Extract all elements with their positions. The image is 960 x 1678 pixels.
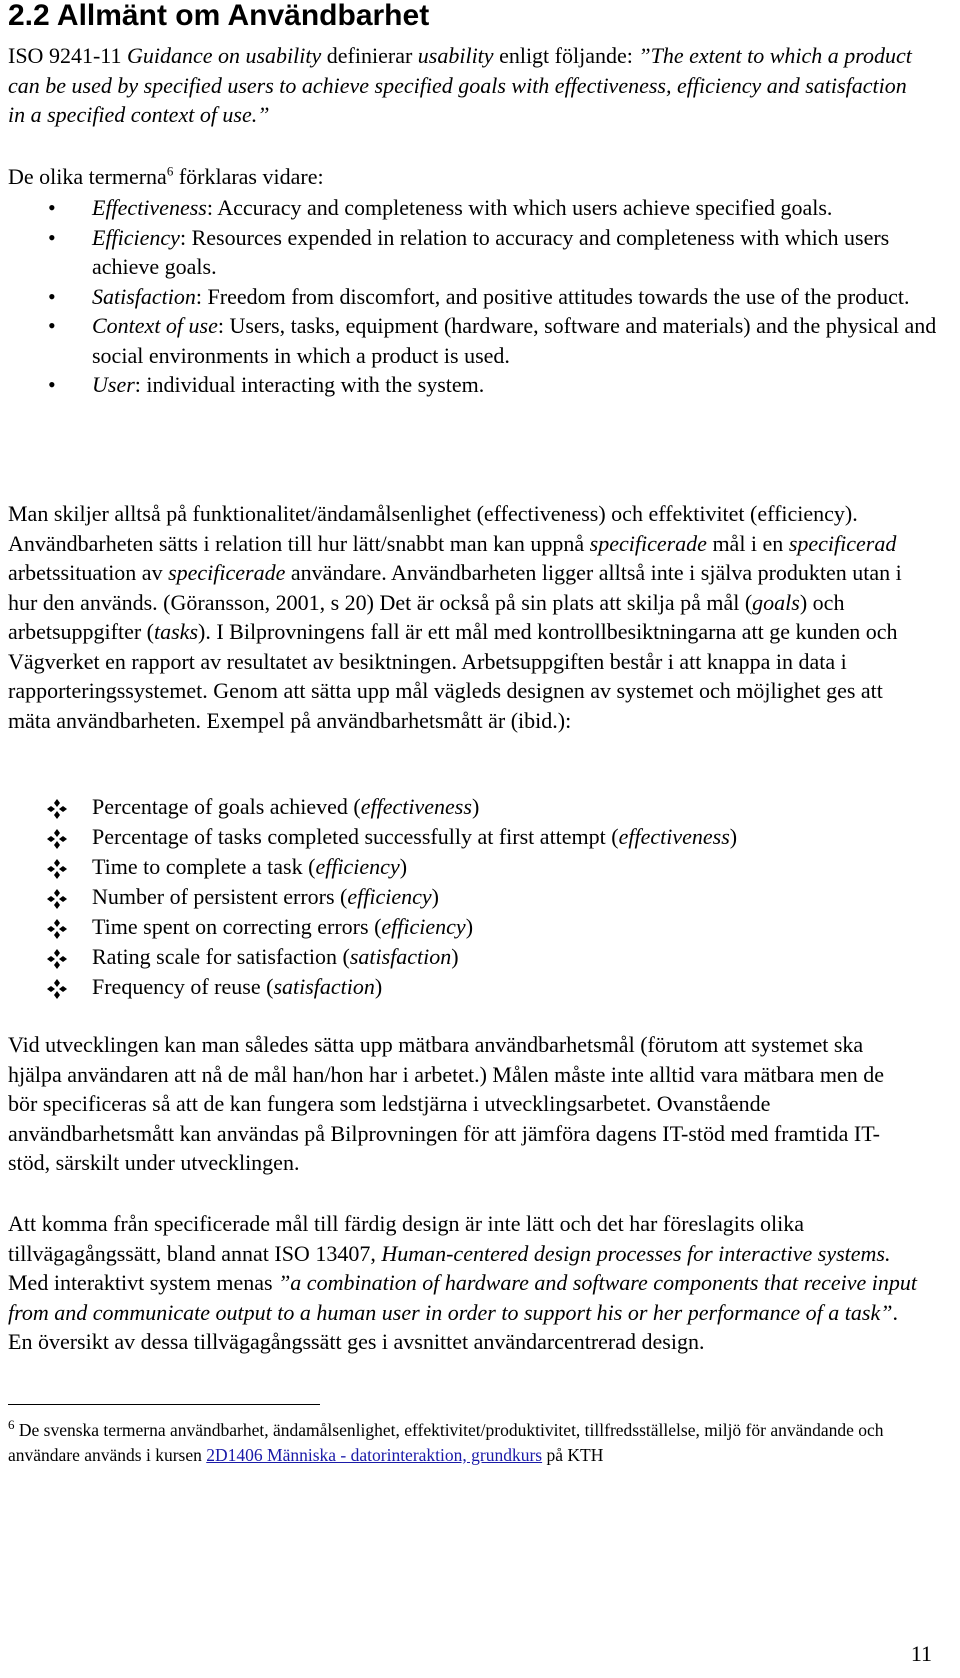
para-italic: Human-centered design processes for interactive systems. bbox=[381, 1240, 891, 1266]
term-item bbox=[0, 282, 938, 312]
term-name: Effectiveness bbox=[92, 195, 207, 220]
terms-intro bbox=[8, 162, 918, 192]
para-italic: specificerad bbox=[788, 530, 897, 556]
measure-text: ) bbox=[431, 884, 439, 909]
intro-quote: ”The extent to which a product can be used by specified users to achieve specified goals with effectiveness, efficiency and satisfaction in a specified context of use.” bbox=[8, 43, 912, 127]
footnote-separator bbox=[8, 1404, 320, 1405]
four-diamond-icon bbox=[46, 918, 68, 940]
term-definition: : individual interacting with the system. bbox=[134, 372, 485, 397]
measure-item bbox=[0, 972, 940, 1002]
intro-text: ISO 9241-11 bbox=[8, 43, 127, 68]
four-diamond-icon bbox=[46, 888, 68, 910]
four-diamond-icon bbox=[46, 798, 68, 820]
four-diamond-icon bbox=[46, 948, 68, 970]
para-text: Med interaktivt system menas bbox=[8, 1270, 279, 1295]
four-diamond-icon bbox=[46, 828, 68, 850]
measure-text: Time to complete a task ( bbox=[92, 854, 316, 879]
term-name: Satisfaction bbox=[92, 283, 196, 309]
bullet-dot-icon: • bbox=[48, 283, 56, 309]
term-item bbox=[0, 370, 938, 400]
term-name: Context of use bbox=[92, 313, 218, 338]
term-name: User bbox=[92, 372, 135, 397]
term-item bbox=[0, 311, 938, 370]
para-italic: goals bbox=[752, 589, 800, 615]
para-quote: ”a combination of hardware and software components that receive input from and communicate output to a human user in order to support his or her performance of a task” bbox=[8, 1270, 918, 1325]
intro-term: usability bbox=[417, 43, 494, 68]
footnote-number: 6 bbox=[8, 1417, 15, 1433]
measure-text: ) bbox=[374, 974, 383, 999]
measure-category: efficiency bbox=[381, 914, 466, 939]
bullet-dot-icon: • bbox=[48, 195, 56, 220]
measure-item bbox=[0, 942, 940, 972]
bullet-dot-icon: • bbox=[48, 372, 56, 397]
terms-intro-text: förklaras vidare: bbox=[173, 164, 324, 189]
intro-text: definierar bbox=[321, 43, 418, 68]
para-text: ). I Bilprovningens fall är ett mål med kontrollbesiktningarna att ge kunden och Vägverket en rapport av resultatet av besiktningen. Arbetsuppgiften består i att knappa in data i rapporteringssystemet. Genom att sätta upp mål vägleds designen av systemet och möjlighet ges att mäta användbarheten. Exempel på användbarhetsmått är (ibid.): bbox=[8, 619, 898, 733]
para-italic: specificerade bbox=[168, 560, 286, 585]
footnote-text: på KTH bbox=[542, 1445, 604, 1465]
footnote bbox=[8, 1418, 928, 1468]
measure-text: ) bbox=[471, 794, 480, 819]
course-link[interactable]: 2D1406 Människa - datorinteraktion, grundkurs bbox=[206, 1445, 543, 1465]
measure-text: Percentage of tasks completed successfully at first attempt ( bbox=[92, 824, 619, 849]
measure-text: ) bbox=[399, 854, 408, 879]
page-number: 11 bbox=[910, 1641, 932, 1666]
body-paragraph-4 bbox=[8, 1209, 918, 1357]
measure-text: Frequency of reuse ( bbox=[92, 974, 274, 999]
measure-text: Number of persistent errors ( bbox=[92, 884, 348, 909]
measure-text: ) bbox=[729, 824, 738, 849]
intro-title: Guidance on usability bbox=[126, 43, 322, 68]
measure-text: Percentage of goals achieved ( bbox=[92, 794, 361, 819]
measure-item bbox=[0, 912, 940, 942]
measure-category: satisfaction bbox=[273, 974, 375, 999]
measure-category: effectiveness bbox=[618, 824, 730, 849]
intro-paragraph bbox=[8, 41, 918, 130]
para-text: användare. Användbarheten ligger alltså inte i själva produkten utan i hur den används. (Göransson, 2001, s 20) Det är också på sin plats att skilja på mål ( bbox=[8, 560, 902, 615]
term-definition: : Users, tasks, equipment (hardware, software and materials) and the physical and social environments in which a product is used. bbox=[92, 313, 937, 368]
measure-text: ) bbox=[465, 914, 474, 939]
measure-category: efficiency bbox=[315, 854, 400, 879]
footnote-ref: 6 bbox=[166, 163, 174, 179]
para-text: arbetssituation av bbox=[8, 560, 169, 585]
measure-item bbox=[0, 792, 940, 822]
bullet-dot-icon: • bbox=[48, 313, 56, 338]
para-text: Att komma från specificerade mål till färdig design är inte lätt och det har föreslagits olika tillvägagångssätt, bland annat ISO 13407, bbox=[8, 1211, 804, 1266]
para-italic: specificerade bbox=[589, 530, 707, 556]
bullet-dot-icon: • bbox=[48, 224, 56, 250]
footnote-text: De svenska termerna användbarhet, ändamålsenlighet, effektivitet/produktivitet, tillfredsställelse, miljö för användande och användare används i kursen bbox=[8, 1420, 884, 1465]
measure-item bbox=[0, 852, 940, 882]
measure-item bbox=[0, 822, 940, 852]
section-heading: 2.2 Allmänt om Användbarhet bbox=[8, 0, 430, 32]
measure-text: ) bbox=[451, 944, 459, 969]
para-italic: tasks bbox=[154, 619, 198, 644]
term-item bbox=[0, 193, 938, 223]
term-item bbox=[0, 223, 938, 282]
four-diamond-icon bbox=[46, 978, 68, 1000]
measures-list bbox=[0, 792, 940, 1002]
intro-text: enligt följande: bbox=[493, 43, 639, 68]
term-definition: : Accuracy and completeness with which users achieve specified goals. bbox=[206, 195, 833, 220]
measure-category: satisfaction bbox=[349, 944, 452, 969]
measure-category: efficiency bbox=[347, 884, 432, 909]
body-paragraph-3: Vid utvecklingen kan man således sätta upp mätbara användbarhetsmål (förutom att systemet ska hjälpa användaren att nå de mål han/hon har i arbetet.) Målen måste inte alltid vara mätbara men de bör specificeras så att de kan fungera som ledstjärna i utvecklingsarbetet. Ovanstående användbarhetsmått kan användas på Bilprovningen för att jämföra dagens IT-stöd med framtida IT-stöd, särskilt under utvecklingen. bbox=[8, 1032, 884, 1175]
terms-list bbox=[0, 193, 940, 400]
measure-category: effectiveness bbox=[360, 794, 472, 819]
measure-item bbox=[0, 882, 940, 912]
four-diamond-icon bbox=[46, 858, 68, 880]
para-text: Man skiljer alltså på funktionalitet/ändamålsenlighet (effectiveness) och effektivitet (efficiency). Användbarheten sätts i relation till hur lätt/snabbt man kan uppnå bbox=[8, 501, 858, 556]
term-name: Efficiency bbox=[92, 224, 180, 250]
term-definition: : Resources expended in relation to accuracy and completeness with which users achieve goals. bbox=[92, 224, 890, 279]
para-text: . En översikt av dessa tillvägagångssätt ges i avsnittet användarcentrerad design. bbox=[8, 1299, 898, 1354]
terms-intro-text: De olika termerna bbox=[8, 164, 167, 189]
para-text: mål i en bbox=[706, 530, 789, 556]
para-text: ) och arbetsuppgifter ( bbox=[8, 589, 845, 644]
term-definition: : Freedom from discomfort, and positive attitudes towards the use of the product. bbox=[195, 283, 910, 309]
measure-text: Time spent on correcting errors ( bbox=[92, 914, 382, 939]
body-paragraph-2 bbox=[8, 499, 918, 735]
measure-text: Rating scale for satisfaction ( bbox=[92, 944, 350, 969]
